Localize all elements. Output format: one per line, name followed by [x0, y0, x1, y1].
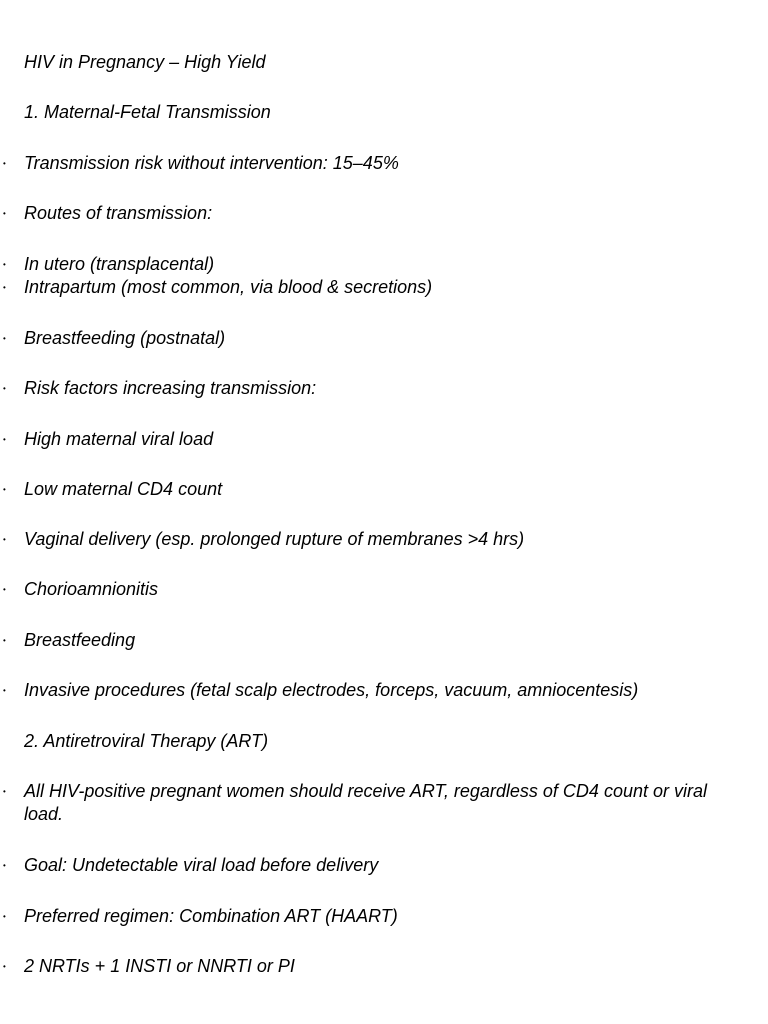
- list-item: Vaginal delivery (esp. prolonged rupture of membranes >4 hrs): [24, 529, 525, 549]
- bullet-icon: •: [3, 585, 6, 594]
- list-item: Transmission risk without intervention: 15–45%: [24, 153, 399, 173]
- bullet-icon: •: [3, 535, 6, 544]
- list-item: Preferred regimen: Combination ART (HAART): [24, 906, 398, 926]
- bullet-icon: •: [3, 435, 6, 444]
- list-item: 2 NRTIs + 1 INSTI or NNRTI or PI: [24, 956, 295, 976]
- bullet-icon: •: [3, 636, 6, 645]
- list-item: High maternal viral load: [24, 429, 214, 449]
- list-item: Breastfeeding: [24, 630, 136, 650]
- list-item: Low maternal CD4 count: [24, 479, 223, 499]
- bullet-icon: •: [3, 384, 6, 393]
- bullet-icon: •: [3, 787, 6, 796]
- list-item: Chorioamnionitis: [24, 579, 159, 599]
- list-item: In utero (transplacental): [24, 254, 215, 274]
- list-item: Breastfeeding (postnatal): [24, 328, 226, 348]
- bullet-icon: •: [3, 686, 6, 695]
- list-item: Goal: Undetectable viral load before delivery: [24, 855, 379, 875]
- section-heading-transmission: 1. Maternal-Fetal Transmission: [24, 102, 271, 122]
- bullet-icon: •: [3, 283, 6, 292]
- bullet-icon: •: [3, 334, 6, 343]
- bullet-icon: •: [3, 209, 6, 218]
- list-item: Routes of transmission:: [24, 203, 213, 223]
- bullet-icon: •: [3, 861, 6, 870]
- section-heading-art: 2. Antiretroviral Therapy (ART): [24, 731, 269, 751]
- bullet-icon: •: [3, 485, 6, 494]
- bullet-icon: •: [3, 962, 6, 971]
- list-item: Invasive procedures (fetal scalp electrodes, forceps, vacuum, amniocentesis): [24, 680, 639, 700]
- bullet-icon: •: [3, 159, 6, 168]
- list-item: Risk factors increasing transmission:: [24, 378, 317, 398]
- bullet-icon: •: [3, 260, 6, 269]
- document-title: HIV in Pregnancy – High Yield: [24, 52, 266, 72]
- list-item: Intrapartum (most common, via blood & secretions): [24, 277, 433, 297]
- bullet-icon: •: [3, 912, 6, 921]
- list-item: All HIV-positive pregnant women should receive ART, regardless of CD4 count or viral load.: [24, 781, 707, 824]
